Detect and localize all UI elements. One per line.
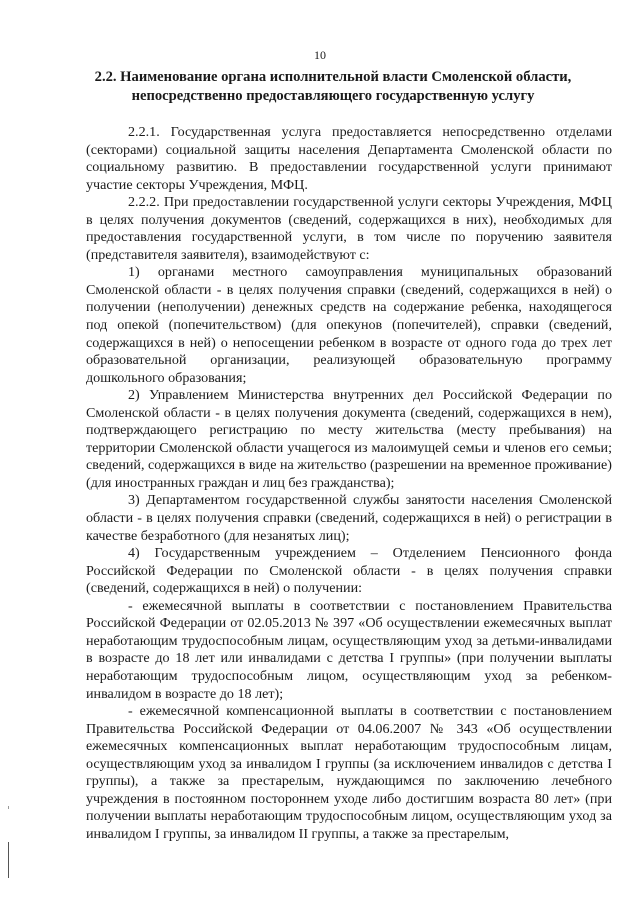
list-item-4: 4) Государственным учреждением – Отделением Пенсионного фонда Российской Федерации по Смоленской области - в целях получения справки (сведений, содержащихся в ней) о получении: [86,545,612,597]
page-number: 10 [314,48,326,62]
list-item-2: 2) Управлением Министерства внутренних дел Российской Федерации по Смоленской области - в целях получения документа (сведений, содержащихся в нем), подтверждающего регистрацию по месту жительства (месту пребывания) на территории Смоленской области учащегося из малоимущей семьи и членов его семьи; сведений, содержащихся в виде на жительство (разрешении на временное проживание) (для иностранных граждан и лиц без гражданства); [86,387,612,491]
section-heading-line-1: 2.2. Наименование органа исполнительной власти Смоленской области, [94,69,572,85]
scan-margin-mark [8,806,9,809]
scan-margin-bar [8,842,9,878]
section-heading [90,68,576,106]
sub-item-monthly-payment: - ежемесячной выплаты в соответствии с постановлением Правительства Российской Федерации от 02.05.2013 № 397 «Об осуществлении ежемесячных выплат неработающим трудоспособным лицам, осуществляющим уход за детьми-инвалидами в возрасте до 18 лет или инвалидами с детства I группы» (при получении выплаты неработающим трудоспособным лицом, осуществляющим уход за ребенком-инвалидом в возрасте до 18 лет); [86,597,612,702]
list-item-3: 3) Департаментом государственной службы занятости населения Смоленской области - в целях получения справки (сведений, содержащихся в ней) о регистрации в качестве безработного (для незанятых лиц); [86,492,612,544]
paragraph-2-2-2: 2.2.2. При предоставлении государственной услуги секторы Учреждения, МФЦ в целях получения документов (сведений, содержащихся в них), необходимых для предоставления государственной услуги, в том числе по поручению заявителя (представителя заявителя), взаимодействуют с: [86,194,612,263]
sub-item-compensation-payment: - ежемесячной компенсационной выплаты в соответствии с постановлением Правительства Российской Федерации от 04.06.2007 № 343 «Об осуществлении ежемесячных компенсационных выплат неработающим трудоспособным лицам, осуществляющим уход за инвалидом I группы (за исключением инвалидов с детства I группы), а также за престарелым, нуждающимся по заключению лечебного учреждения в постоянном постороннем уходе либо достигшим возраста 80 лет» (при получении выплаты неработающим трудоспособным лицом, осуществляющим уход за инвалидом I группы, за инвалидом II группы, а также за престарелым, [86,703,612,842]
section-heading-line-2: непосредственно предоставляющего государственную услугу [131,88,535,104]
document-body [86,124,612,843]
paragraph-2-2-1: 2.2.1. Государственная услуга предоставляется непосредственно отделами (секторами) социальной защиты населения Департамента Смоленской области по социальному развитию. В предоставлении государственной услуги принимают участие секторы Учреждения, МФЦ. [86,124,612,193]
list-item-1: 1) органами местного самоуправления муниципальных образований Смоленской области - в целях получения справки (сведений, содержащихся в ней) о получении (неполучении) денежных средств на содержание ребенка, находящегося под опекой (попечительством) (для опекунов (попечителей), справки (сведений, содержащихся в ней) о непосещении ребенком в возрасте от одного года до трех лет образовательной организации, реализующей образовательную программу дошкольного образования; [86,264,612,386]
